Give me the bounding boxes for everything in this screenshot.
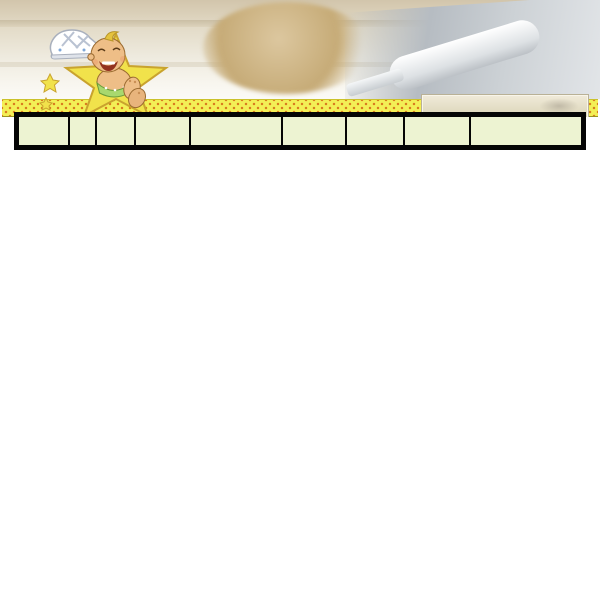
clover-border-top <box>0 7 600 22</box>
table-header-row <box>17 115 584 148</box>
col-header-miota <box>135 115 190 148</box>
col-header-problemak <box>190 115 282 148</box>
clover-border-left <box>1 20 15 600</box>
clover-border-right <box>586 20 600 600</box>
col-header-vitaminok <box>404 115 471 148</box>
patients-table-wrap <box>14 112 588 600</box>
col-header-megjegyzesek <box>470 115 583 148</box>
baby-on-star-icon <box>36 22 186 117</box>
col-header-kor <box>69 115 96 148</box>
col-header-nev <box>17 115 69 148</box>
col-header-ciklus <box>96 115 134 148</box>
patients-table <box>14 112 586 150</box>
col-header-intezet <box>282 115 347 148</box>
col-header-gyermek <box>346 115 404 148</box>
